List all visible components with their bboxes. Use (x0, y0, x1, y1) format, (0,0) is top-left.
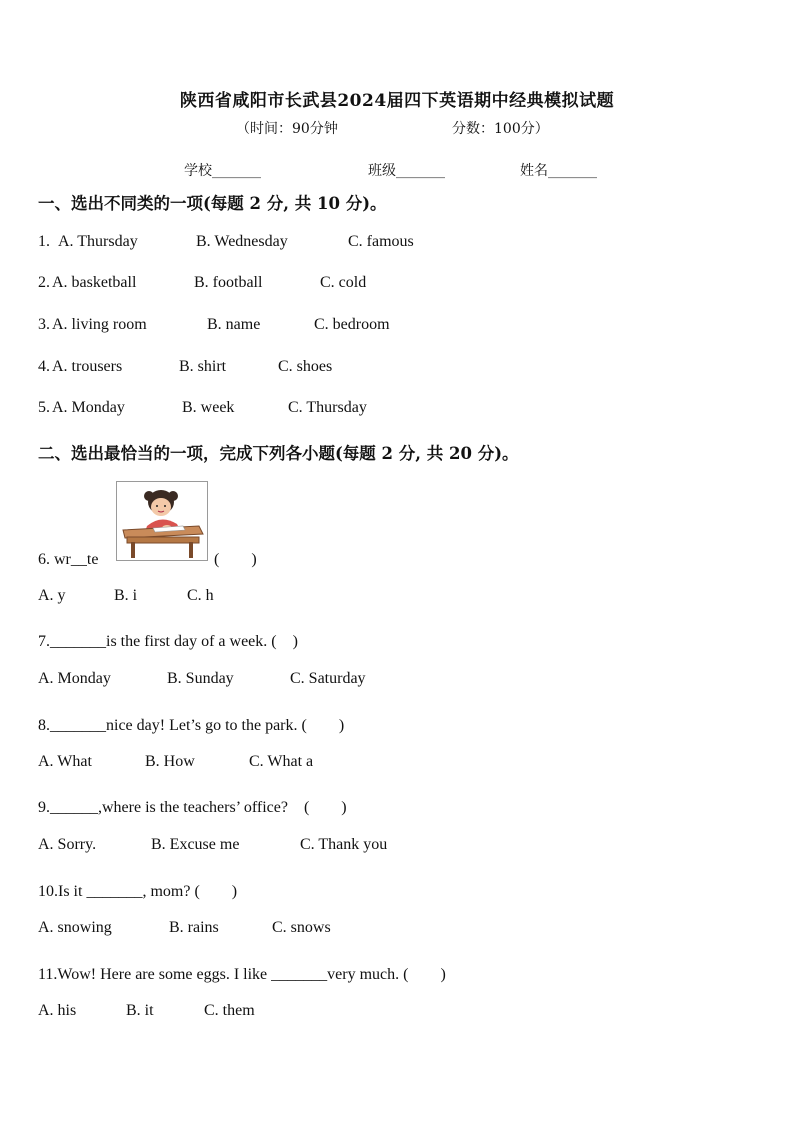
option-b: B. name (207, 316, 261, 333)
section-1-heading: 一、选出不同类的一项(每题 2 分, 共 10 分)。 (38, 194, 387, 213)
question-1 (38, 233, 414, 251)
option-b: B. How (145, 753, 195, 770)
option-a: A. Thursday (58, 233, 138, 250)
question-7-options (38, 670, 366, 688)
question-number: 3. (38, 316, 50, 333)
school-field: 学校_______ (184, 163, 261, 179)
question-8-options (38, 753, 313, 771)
option-b: B. Excuse me (151, 836, 240, 853)
question-9-options (38, 836, 387, 854)
option-a: A. Monday (52, 399, 125, 416)
question-2 (38, 274, 366, 292)
question-11-options (38, 1002, 255, 1020)
question-9: 9.______,where is the teachers’ office? ( ) (38, 799, 347, 816)
question-6 (38, 546, 257, 569)
question-4 (38, 358, 332, 376)
question-stem: 6. wr__te (38, 551, 99, 568)
option-a: A. trousers (52, 358, 123, 375)
option-a: A. his (38, 1002, 77, 1019)
option-b: B. shirt (179, 358, 227, 375)
option-c: C. snows (272, 919, 331, 936)
option-c: C. famous (348, 233, 414, 250)
name-field: 姓名_______ (520, 163, 597, 179)
question-6-options (38, 587, 214, 605)
option-a: A. basketball (52, 274, 137, 291)
question-number: 4. (38, 358, 50, 375)
question-8: 8._______nice day! Let’s go to the park. ( ) (38, 717, 345, 734)
question-number: 2. (38, 274, 50, 291)
option-a: A. y (38, 587, 66, 604)
option-c: C. them (204, 1002, 255, 1019)
question-3 (38, 316, 390, 334)
option-c: C. Thank you (300, 836, 388, 853)
question-7: 7._______is the first day of a week. ( ) (38, 633, 298, 650)
option-b: B. Wednesday (196, 233, 288, 250)
option-c: C. Saturday (290, 670, 366, 687)
option-b: B. i (114, 587, 138, 604)
option-a: A. Monday (38, 670, 111, 687)
question-number: 5. (38, 399, 50, 416)
option-c: C. Thursday (288, 399, 367, 416)
answer-blank: ( ) (214, 551, 257, 568)
question-10-options (38, 919, 331, 937)
exam-score: 分数：100分） (452, 121, 549, 137)
section-2-heading: 二、选出最恰当的一项，完成下列各小题(每题 2 分, 共 20 分)。 (38, 444, 519, 463)
option-c: C. cold (320, 274, 367, 291)
option-a: A. What (38, 753, 92, 770)
question-5 (38, 399, 367, 417)
question-number: 1. (38, 233, 50, 250)
option-a: A. snowing (38, 919, 112, 936)
option-c: C. h (187, 587, 214, 604)
question-10: 10.Is it _______, mom? ( ) (38, 883, 238, 900)
option-b: B. week (182, 399, 235, 416)
question-11: 11.Wow! Here are some eggs. I like _______very much. ( ) (38, 966, 446, 983)
option-b: B. football (194, 274, 263, 291)
option-a: A. living room (52, 316, 147, 333)
option-c: C. shoes (278, 358, 333, 375)
class-field: 班级_______ (368, 163, 445, 179)
option-c: C. bedroom (314, 316, 390, 333)
option-b: B. it (126, 1002, 154, 1019)
option-a: A. Sorry. (38, 836, 97, 853)
option-b: B. Sunday (167, 670, 234, 687)
option-b: B. rains (169, 919, 219, 936)
page-title: 陕西省咸阳市长武县2024届四下英语期中经典模拟试题 (179, 91, 615, 111)
exam-time: （时间：90分钟 (236, 121, 338, 137)
option-c: C. What a (249, 753, 314, 770)
